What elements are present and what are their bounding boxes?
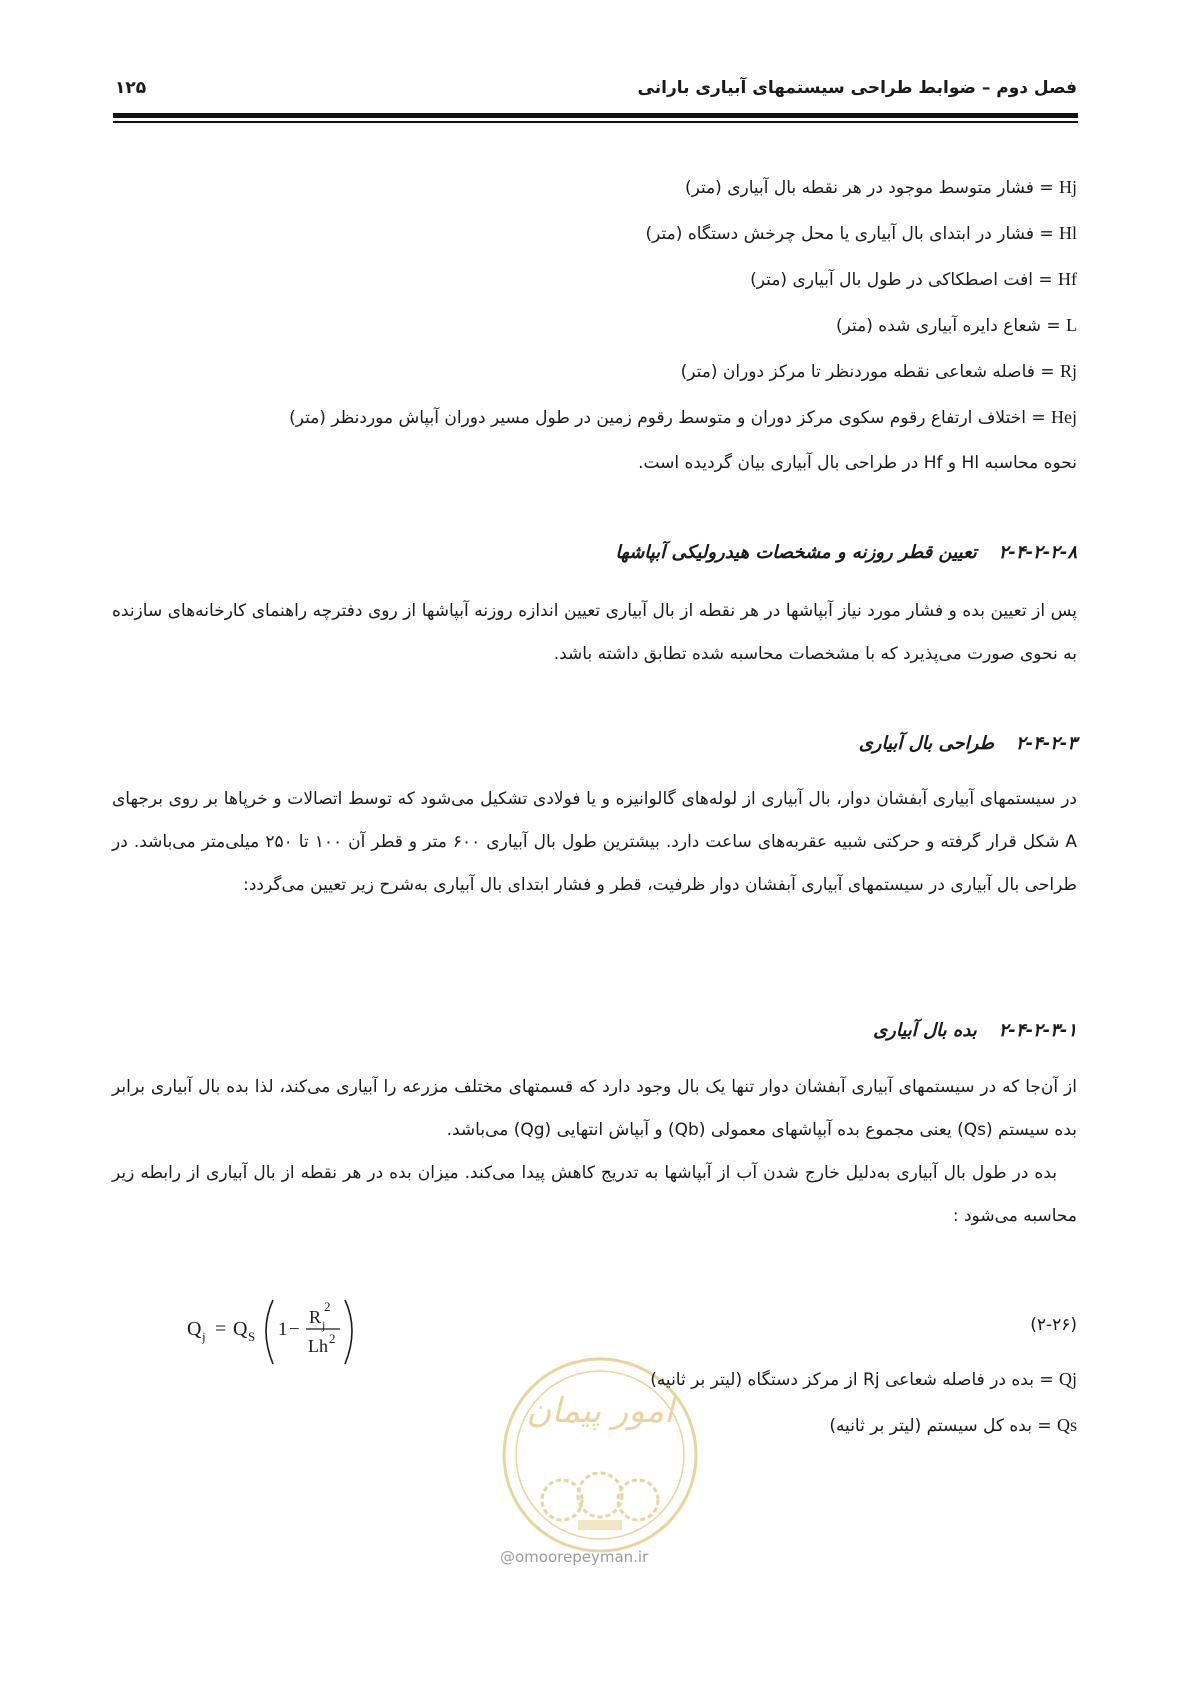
formula-numerator-sub: j bbox=[322, 1318, 326, 1332]
definition-line bbox=[112, 348, 1077, 394]
formula-rhs: Q bbox=[233, 1318, 248, 1340]
definition-text: = فشار در ابتدای بال آبیاری یا محل چرخش دستگاه (متر) bbox=[645, 224, 1059, 244]
definition-text: = بده در فاصله شعاعی Rj از مرکز دستگاه (لیتر بر ثانیه) bbox=[650, 1370, 1059, 1390]
formula-right-paren bbox=[345, 1300, 352, 1364]
definition-text: = فشار متوسط موجود در هر نقطه بال آبیاری (متر) bbox=[684, 178, 1059, 198]
formula-numerator: R bbox=[309, 1307, 322, 1327]
section-number: ۲-۴-۲-۳-۱ bbox=[998, 1020, 1077, 1041]
section-number: ۲-۴-۲-۳ bbox=[1015, 733, 1077, 754]
section-heading-orifice bbox=[112, 542, 1077, 563]
definition-line bbox=[112, 210, 1077, 256]
paragraph: از آن‌جا که در سیستمهای آبیاری آبفشان دوار تنها یک بال وجود دارد که قسمتهای مختلف مزرعه را آبیاری می‌کند، لذا بده بال آبیاری برابر بده سیستم (Qs) یعنی مجموع بده آبپاشهای معمولی (Qb) و آبپاش انتهایی (Qg) می‌باشد. bbox=[112, 1077, 1077, 1140]
definition-line bbox=[112, 256, 1077, 302]
note-line: نحوه محاسبه Hl و Hf در طراحی بال آبیاری بیان گردیده است. bbox=[638, 453, 1077, 473]
definition-line bbox=[112, 394, 1077, 440]
definition-line bbox=[112, 1402, 1077, 1448]
paragraph: بده در طول بال آبیاری به‌دلیل خارج شدن آب از آبپاشها به تدریج کاهش پیدا می‌کند. میزان بده در هر نقطه از بال آبیاری از رابطه زیر محاسبه می‌شود : bbox=[112, 1163, 1077, 1226]
section-heading-lateral-flow bbox=[112, 1020, 1077, 1041]
section-heading-lateral-design bbox=[112, 733, 1077, 754]
formula-lhs: Q bbox=[187, 1318, 202, 1340]
definition-text: = بده کل سیستم (لیتر بر ثانیه) bbox=[829, 1416, 1057, 1436]
definition-list-bottom bbox=[112, 1356, 1077, 1448]
formula-one: 1 bbox=[278, 1319, 288, 1340]
paragraph: پس از تعیین بده و فشار مورد نیاز آبپاشها در هر نقطه از بال آبیاری تعیین اندازه روزنه آبپاشها از روی دفترچه راهنمای کارخانه‌های سازنده به نحوی صورت می‌پذیرد که با مشخصات محاسبه شده تطابق داشته باشد. bbox=[112, 601, 1077, 664]
page-number: ۱۲۵ bbox=[115, 78, 147, 98]
watermark-text: امور پیمان bbox=[526, 1391, 674, 1431]
section-title: تعیین قطر روزنه و مشخصات هیدرولیکی آبپاشها bbox=[615, 542, 977, 563]
paragraph: در سیستمهای آبیاری آبفشان دوار، بال آبیاری از لوله‌های گالوانیزه و یا فولادی تشکیل می‌شود که توسط اتصالات و خرپاها بر روی برجهای A شکل قرار گرفته و حرکتی شبیه عقربه‌های ساعت دارد. بیشترین طول بال آبیاری ۶۰۰ متر و قطر آن ۱۰۰ تا ۲۵۰ میلی‌متر می‌باشد. در طراحی بال آبیاری در سیستمهای آبیاری آبفشان دوار ظرفیت، قطر و فشار ابتدای بال آبیاری به‌شرح زیر تعیین می‌گردد: bbox=[112, 789, 1077, 895]
formula-minus: − bbox=[289, 1319, 300, 1340]
watermark-url: @omoorepeyman.ir bbox=[500, 1548, 649, 1566]
definition-symbol: Rj bbox=[1059, 361, 1077, 381]
section-title: بده بال آبیاری bbox=[873, 1020, 977, 1041]
section-title: طراحی بال آبیاری bbox=[858, 733, 994, 754]
section-number: ۲-۴-۲-۲-۸ bbox=[998, 542, 1077, 563]
formula-lhs-sub: j bbox=[202, 1329, 206, 1344]
equation-number: (۲-۲۶) bbox=[1030, 1315, 1077, 1335]
formula-denominator-sup: 2 bbox=[329, 1331, 336, 1346]
definition-text: = شعاع دایره آبیاری شده (متر) bbox=[836, 316, 1066, 336]
definition-symbol: Qs bbox=[1056, 1415, 1077, 1435]
definition-text: = فاصله شعاعی نقطه موردنظر تا مرکز دوران (متر) bbox=[680, 362, 1060, 382]
formula-equals: = bbox=[215, 1318, 227, 1340]
header-title: فصل دوم – ضوابط طراحی سیستمهای آبیاری بارانی bbox=[637, 78, 1077, 98]
formula-numerator-sup: 2 bbox=[324, 1299, 331, 1314]
header-rule-thick bbox=[113, 113, 1078, 118]
definition-line bbox=[112, 302, 1077, 348]
header-rule-thin bbox=[113, 121, 1078, 123]
definition-text: = افت اصطکاکی در طول بال آبیاری (متر) bbox=[750, 270, 1058, 290]
definition-line bbox=[112, 1356, 1077, 1402]
definition-symbol: Hej bbox=[1051, 407, 1077, 427]
formula-denominator: Lh bbox=[308, 1336, 328, 1356]
formula-rhs-sub: S bbox=[248, 1329, 256, 1344]
definition-text: = اختلاف ارتفاع رقوم سکوی مرکز دوران و متوسط رقوم زمین در طول مسیر دوران آبپاش موردنظر (متر) bbox=[289, 408, 1051, 428]
definition-line bbox=[112, 164, 1077, 210]
definition-symbol: Qj bbox=[1059, 1369, 1077, 1389]
formula-left-paren bbox=[266, 1300, 273, 1364]
definition-symbol: Hj bbox=[1059, 177, 1077, 197]
definition-list-top bbox=[112, 164, 1077, 486]
definition-symbol: Hl bbox=[1059, 223, 1077, 243]
definition-symbol: L bbox=[1066, 315, 1077, 335]
definition-symbol: Hf bbox=[1058, 269, 1077, 289]
